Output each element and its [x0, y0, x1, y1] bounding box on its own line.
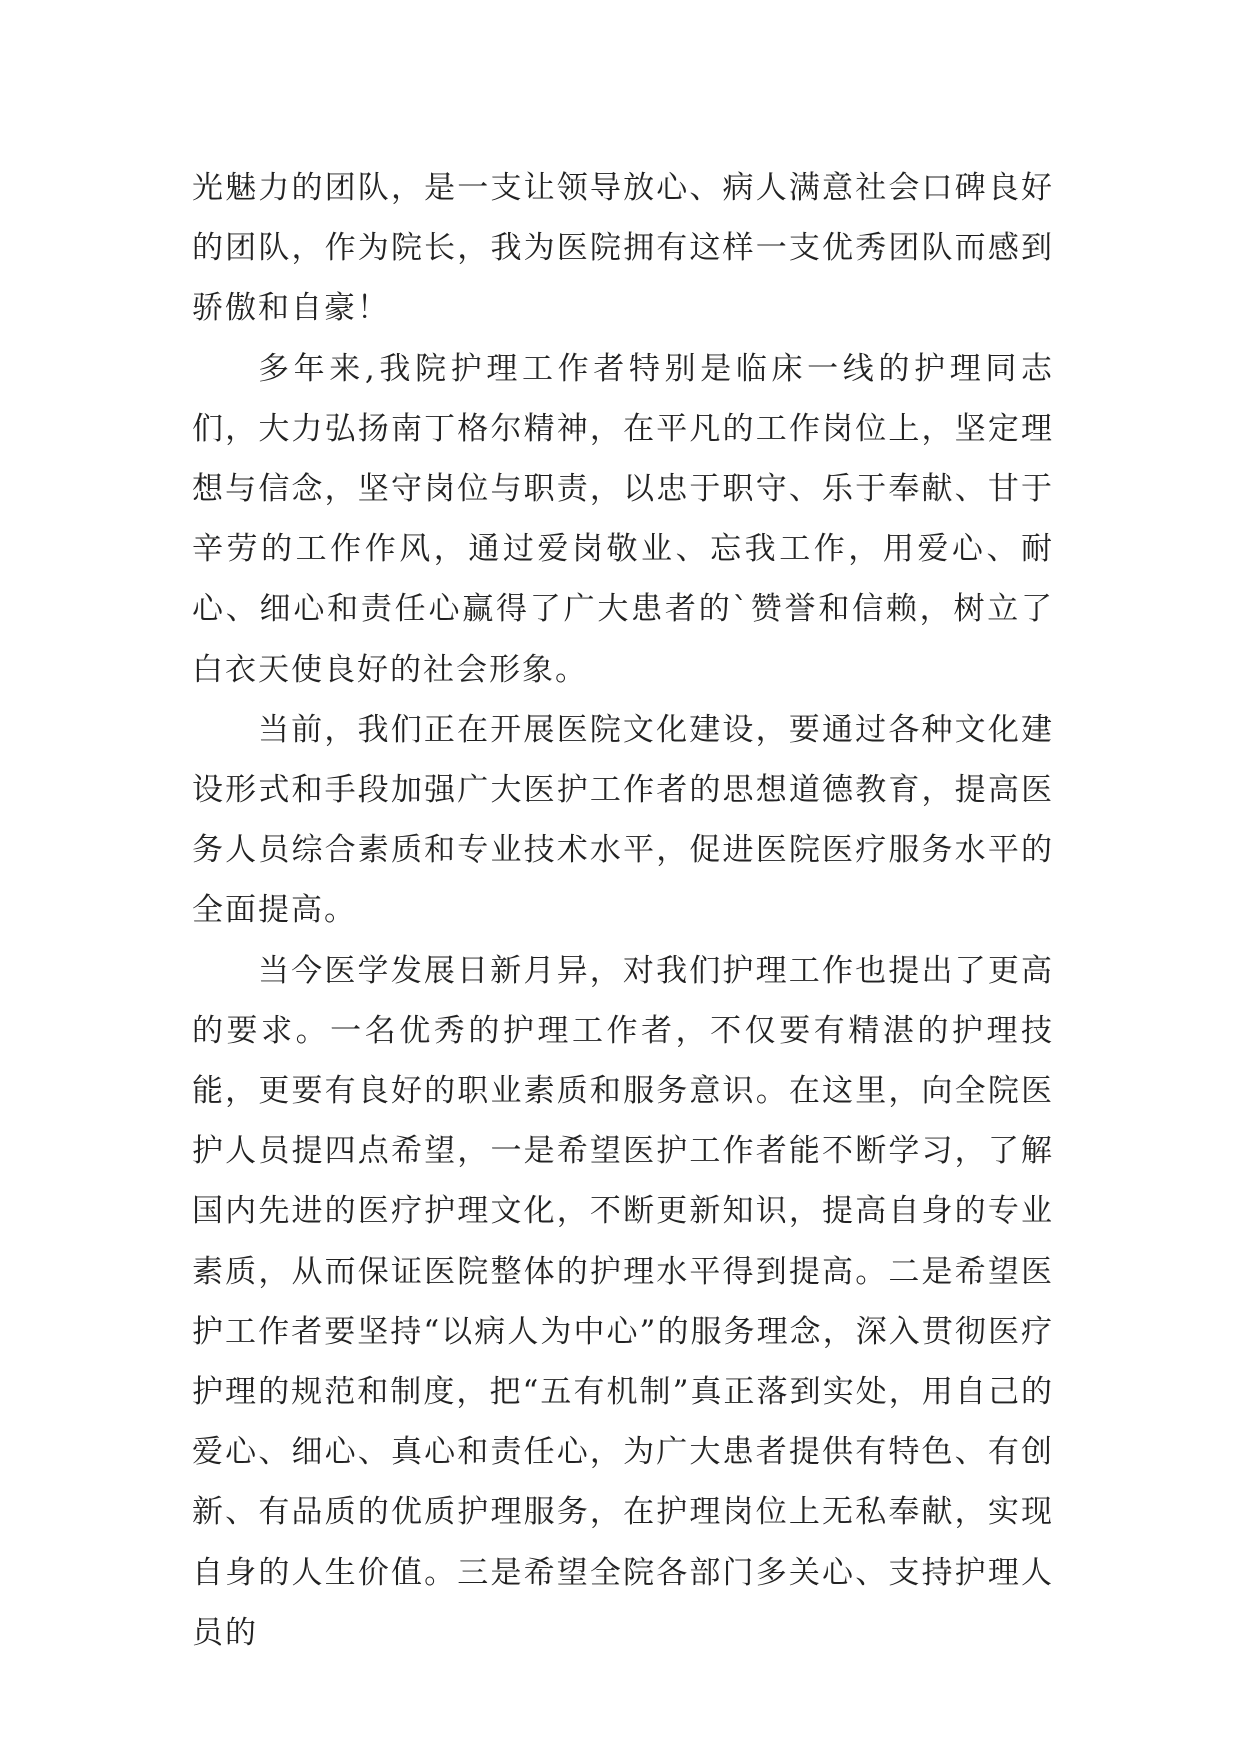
body-text [192, 158, 1054, 1663]
paragraph-4: 当今医学发展日新月异，对我们护理工作也提出了更高的要求。一名优秀的护理工作者，不仅要有精湛的护理技能，更要有良好的职业素质和服务意识。在这里，向全院医护人员提四点希望，一是希望医护工作者能不断学习，了解国内先进的医疗护理文化，不断更新知识，提高自身的专业素质，从而保证医院整体的护理水平得到提高。二是希望医护工作者要坚持“以病人为中心”的服务理念，深入贯彻医疗护理的规范和制度，把“五有机制”真正落到实处，用自己的爱心、细心、真心和责任心，为广大患者提供有特色、有创新、有品质的优质护理服务，在护理岗位上无私奉献，实现自身的人生价值。三是希望全院各部门多关心、支持护理人员的 [192, 952, 1054, 1651]
paragraph-1: 光魅力的团队，是一支让领导放心、病人满意社会口碑良好的团队，作为院长，我为医院拥有这样一支优秀团队而感到骄傲和自豪！ [192, 170, 1054, 327]
paragraph-2: 多年来,我院护理工作者特别是临床一线的护理同志们，大力弘扬南丁格尔精神，在平凡的工作岗位上，坚定理想与信念，坚守岗位与职责，以忠于职守、乐于奉献、甘于辛劳的工作作风，通过爱岗敬业、忘我工作，用爱心、耐心、细心和责任心赢得了广大患者的`赞誉和信赖，树立了白衣天使良好的社会形象。 [192, 350, 1054, 688]
paragraph-3: 当前，我们正在开展医院文化建设，要通过各种文化建设形式和手段加强广大医护工作者的思想道德教育，提高医务人员综合素质和专业技术水平，促进医院医疗服务水平的全面提高。 [192, 711, 1054, 929]
